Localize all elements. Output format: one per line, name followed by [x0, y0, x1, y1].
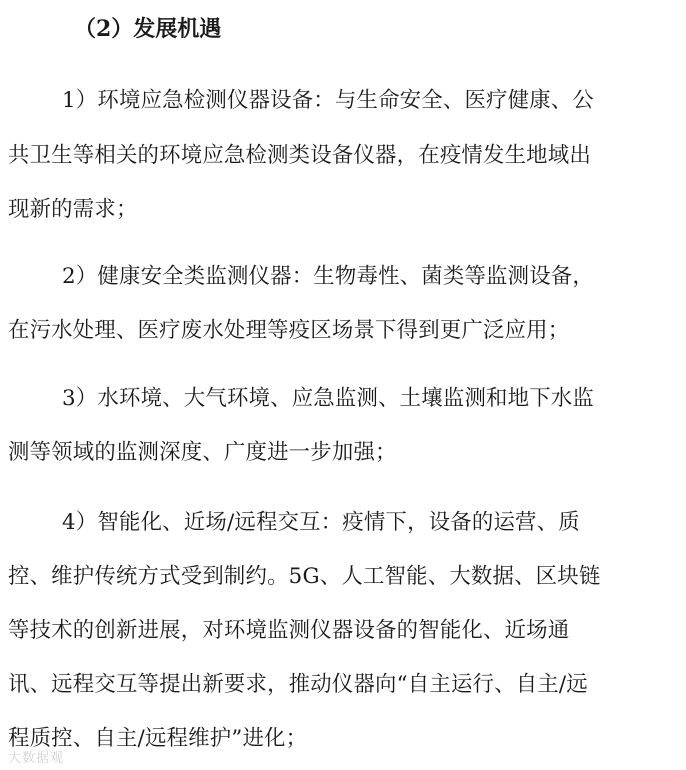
paragraph-3-line-1: 3）水环境、大气环境、应急监测、土壤监测和地下水监 — [62, 386, 594, 411]
paragraph-4-line-4: 讯、远程交互等提出新要求，推动仪器向“自主运行、自主/远 — [8, 672, 588, 697]
paragraph-4-line-3: 等技术的创新进展，对环境监测仪器设备的智能化、近场通 — [8, 618, 570, 643]
paragraph-2-line-1: 2）健康安全类监测仪器：生物毒性、菌类等监测设备， — [62, 264, 594, 289]
watermark: 大数据观 — [8, 751, 65, 766]
paragraph-3-line-2: 测等领域的监测深度、广度进一步加强； — [8, 440, 397, 465]
paragraph-4-line-1: 4）智能化、近场/远程交互：疫情下，设备的运营、质 — [62, 510, 580, 535]
paragraph-4-line-5: 程质控、自主/远程维护”进化； — [8, 726, 308, 751]
paragraph-1-line-3: 现新的需求； — [8, 197, 138, 222]
section-heading: （2）发展机遇 — [74, 16, 222, 42]
paragraph-1-line-1: 1）环境应急检测仪器设备：与生命安全、医疗健康、公 — [62, 88, 594, 113]
paragraph-4-line-2: 控、维护传统方式受到制约。5G、人工智能、大数据、区块链 — [8, 564, 601, 589]
paragraph-2-line-2: 在污水处理、医疗废水处理等疫区场景下得到更广泛应用； — [8, 318, 570, 343]
paragraph-1-line-2: 共卫生等相关的环境应急检测类设备仪器，在疫情发生地域出 — [8, 143, 591, 168]
